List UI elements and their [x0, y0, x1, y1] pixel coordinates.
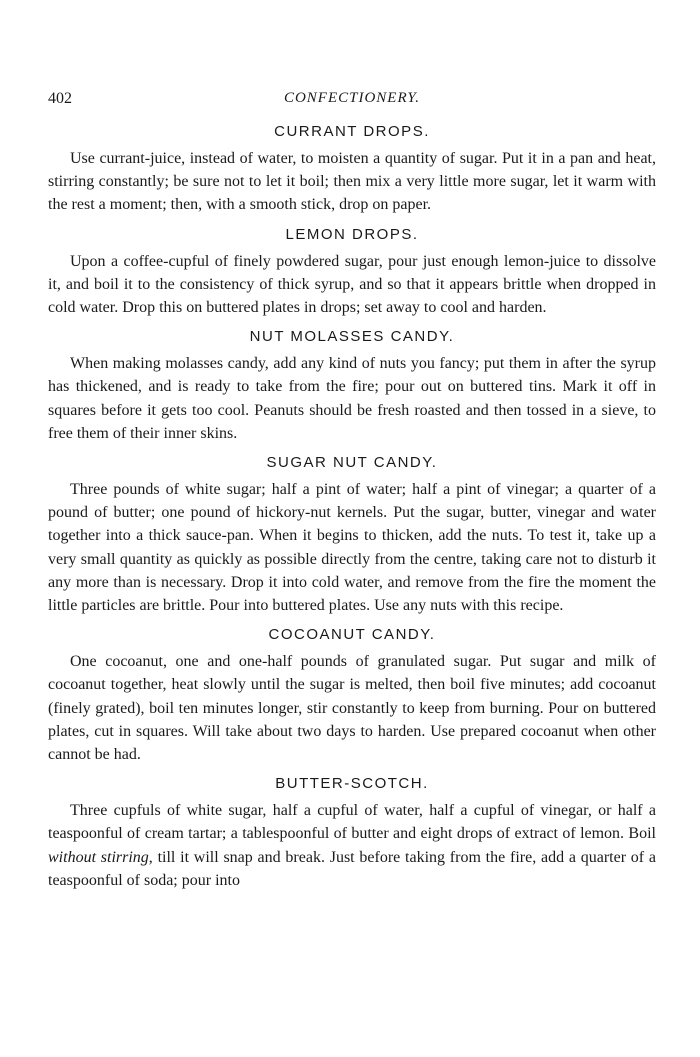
recipe-title: CURRANT DROPS. — [274, 123, 430, 140]
recipe-cocoanut-candy — [48, 617, 656, 766]
running-head — [48, 88, 656, 114]
recipe-text-emphasis: without stirring — [48, 848, 149, 866]
recipe-text-start: Three cupfuls of white sugar, half a cupful of water, half a cupful of vinegar, or half a teaspoonful of cream tartar; a tablespoonful of butter and eight drops of extract of lemon. Boil — [48, 802, 656, 843]
page-number: 402 — [48, 90, 72, 107]
recipe-title: NUT MOLASSES CANDY. — [249, 328, 455, 346]
recipe-title: COCOANUT CANDY. — [268, 626, 436, 644]
recipe-title: SUGAR NUT CANDY. — [266, 454, 438, 472]
recipe-lemon-drops — [48, 217, 656, 320]
book-page — [48, 88, 656, 892]
recipe-text: Three pounds of white sugar; half a pint of water; half a pint of vinegar; a quarter of a pound of butter; one pound of hickory-nut kernels. Put the sugar, butter, vinegar and water together into a thick sauce-pan. When it begins to thicken, add the nuts. To test it, take up a very small quantity as quickly as possible directly from the centre, taking care not to disturb it any more than is necessary. Drop it into cold water, and remove from the fire the moment the little particles are brittle. Pour into buttered plates. Use any nuts with this recipe. — [48, 481, 656, 615]
recipe-nut-molasses-candy — [48, 319, 656, 445]
recipe-text — [48, 799, 656, 892]
recipe-text: When making molasses candy, add any kind of nuts you fancy; put them in after the syrup has thickened, and is ready to take from the fire; pour out on buttered tins. Mark it off in squares before it gets too cool. Peanuts should be fresh roasted and then tossed in a sieve, to free them of their inner skins. — [48, 355, 656, 442]
recipe-sugar-nut-candy — [48, 445, 656, 617]
recipe-text: One cocoanut, one and one-half pounds of granulated sugar. Put sugar and milk of cocoanut together, heat slowly until the sugar is melted, then boil five minutes; add cocoanut (finely grated), boil ten minutes longer, stir constantly to keep from burning. Pour on buttered plates, cut in squares. Will take about two days to harden. Use prepared cocoanut when other cannot be had. — [48, 653, 656, 764]
recipe-title: BUTTER-SCOTCH. — [275, 775, 429, 793]
recipe-text-end: , till it will snap and break. Just before taking from the fire, add a quarter of a teaspoonful of soda; pour into — [48, 848, 656, 889]
recipe-text: Upon a coffee-cupful of finely powdered sugar, pour just enough lemon-juice to dissolve it, and boil it to the consistency of thick syrup, and so that it appears brittle when dropped in cold water. Drop this on buttered plates in drops; set away to cool and harden. — [48, 252, 656, 317]
recipe-title: LEMON DROPS. — [285, 225, 419, 243]
running-title: CONFECTIONERY. — [283, 90, 421, 106]
recipe-currant-drops — [48, 114, 656, 217]
recipe-text: Use currant-juice, instead of water, to moisten a quantity of sugar. Put it in a pan and heat, stirring constantly; be sure not to let it boil; then mix a very little more sugar, let it warm with the rest a moment; then, with a smooth stick, drop on paper. — [48, 150, 656, 214]
recipe-butter-scotch — [48, 766, 656, 892]
